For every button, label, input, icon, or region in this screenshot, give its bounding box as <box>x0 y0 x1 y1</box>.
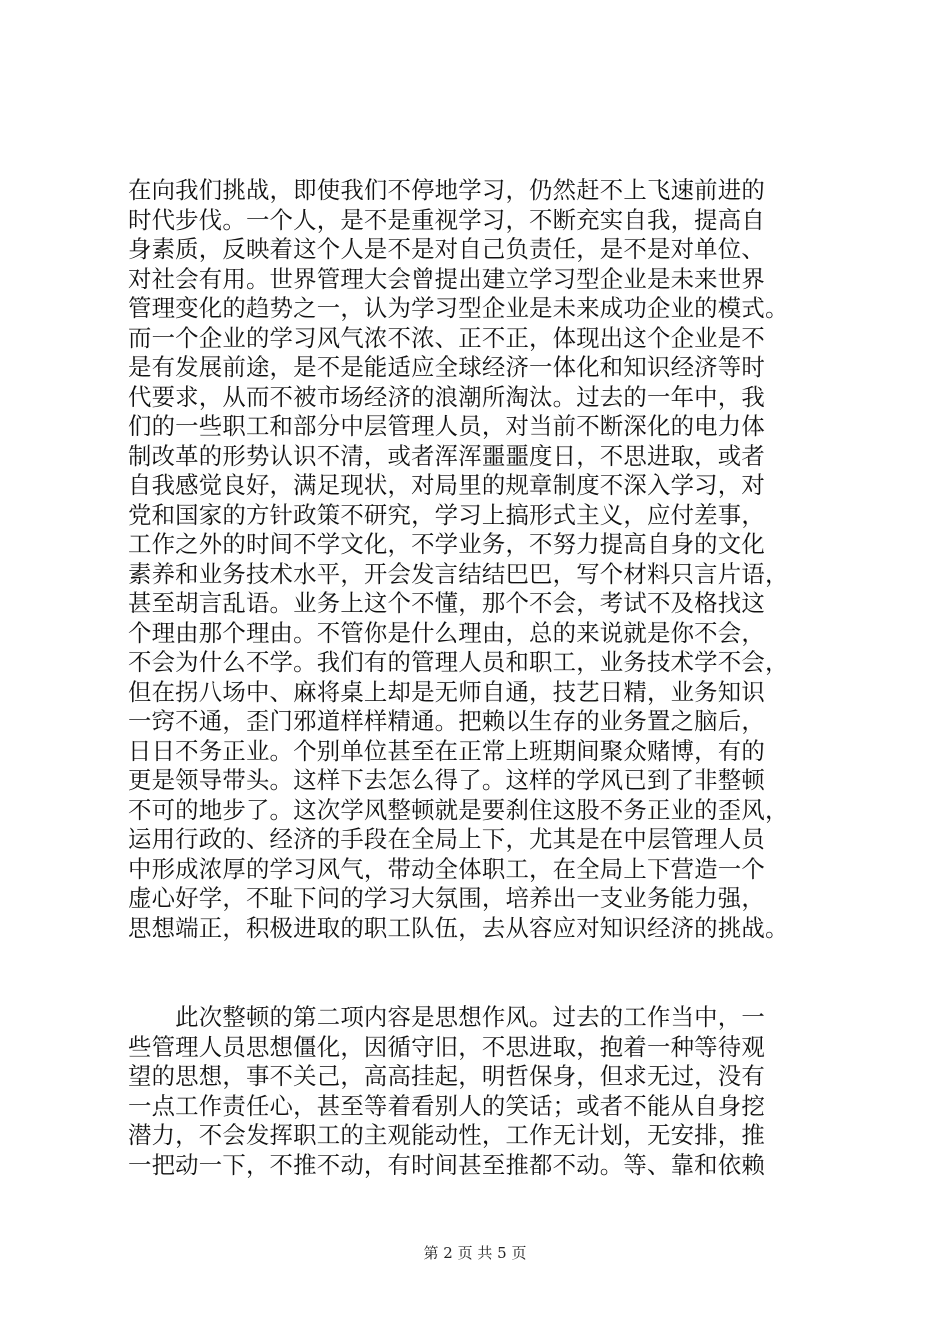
text-line: 些管理人员思想僵化，因循守旧，不思进取，抱着一种等待观 <box>128 1032 765 1061</box>
text-line: 而一个企业的学习风气浓不浓、正不正，体现出这个企业是不 <box>128 323 765 352</box>
text-line: 甚至胡言乱语。业务上这个不懂，那个不会，考试不及格找这 <box>128 589 765 617</box>
text-line: 潜力，不会发挥职工的主观能动性，工作无计划，无安排，推 <box>128 1121 765 1149</box>
text-line: 运用行政的、经济的手段在全局上下，尤其是在中层管理人员 <box>128 825 765 853</box>
text-line: 身素质，反映着这个人是不是对自己负责任，是不是对单位、 <box>128 235 765 263</box>
text-line: 更是领导带头。这样下去怎么得了。这样的学风已到了非整顿 <box>128 766 765 794</box>
text-line: 素养和业务技术水平，开会发言结结巴巴，写个材料只言片语， <box>128 559 789 588</box>
text-line: 一点工作责任心，甚至等着看别人的笑话；或者不能从自身挖 <box>128 1091 765 1120</box>
paragraph-2 <box>128 1003 848 1180</box>
text-line: 对社会有用。世界管理大会曾提出建立学习型企业是未来世界 <box>128 264 765 293</box>
text-line: 但在拐八场中、麻将桌上却是无师自通，技艺日精，业务知识 <box>128 677 765 706</box>
text-line: 日日不务正业。个别单位甚至在正常上班期间聚众赌博，有的 <box>128 736 765 765</box>
text-line: 自我感觉良好，满足现状，对局里的规章制度不深入学习，对 <box>128 471 765 499</box>
text-line: 望的思想，事不关己，高高挂起，明哲保身，但求无过，没有 <box>128 1062 765 1090</box>
text-line: 不可的地步了。这次学风整顿就是要刹住这股不务正业的歪风， <box>128 795 789 824</box>
text-line: 们的一些职工和部分中层管理人员，对当前不断深化的电力体 <box>128 412 765 440</box>
text-line: 工作之外的时间不学文化，不学业务，不努力提高自身的文化 <box>128 530 765 558</box>
text-line: 个理由那个理由。不管你是什么理由，总的来说就是你不会， <box>128 618 765 647</box>
text-line: 虚心好学，不耻下问的学习大氛围，培养出一支业务能力强， <box>128 884 765 912</box>
text-line: 思想端正，积极进取的职工队伍，去从容应对知识经济的挑战。 <box>128 913 789 942</box>
text-line: 代要求，从而不被市场经济的浪潮所淘汰。过去的一年中，我 <box>128 382 765 411</box>
text-line: 此次整顿的第二项内容是思想作风。过去的工作当中，一 <box>128 1003 765 1031</box>
text-line: 中形成浓厚的学习风气，带动全体职工，在全局上下营造一个 <box>128 854 765 883</box>
text-line: 不会为什么不学。我们有的管理人员和职工，业务技术学不会， <box>128 648 789 676</box>
text-line: 一窍不通，歪门邪道样样精通。把赖以生存的业务置之脑后， <box>128 707 765 735</box>
text-line: 在向我们挑战，即使我们不停地学习，仍然赶不上飞速前进的 <box>128 176 765 204</box>
text-line: 管理变化的趋势之一，认为学习型企业是未来成功企业的模式。 <box>128 294 789 322</box>
text-line: 是有发展前途，是不是能适应全球经济一体化和知识经济等时 <box>128 353 765 381</box>
text-line: 一把动一下，不推不动，有时间甚至推都不动。等、靠和依赖 <box>128 1150 765 1179</box>
text-line: 制改革的形势认识不清，或者浑浑噩噩度日，不思进取，或者 <box>128 441 765 470</box>
text-line: 时代步伐。一个人，是不是重视学习，不断充实自我，提高自 <box>128 205 765 234</box>
page-footer: 第 2 页 共 5 页 <box>423 1244 527 1262</box>
text-line: 党和国家的方针政策不研究，学习上搞形式主义，应付差事， <box>128 500 765 529</box>
paragraph-1 <box>128 176 848 943</box>
